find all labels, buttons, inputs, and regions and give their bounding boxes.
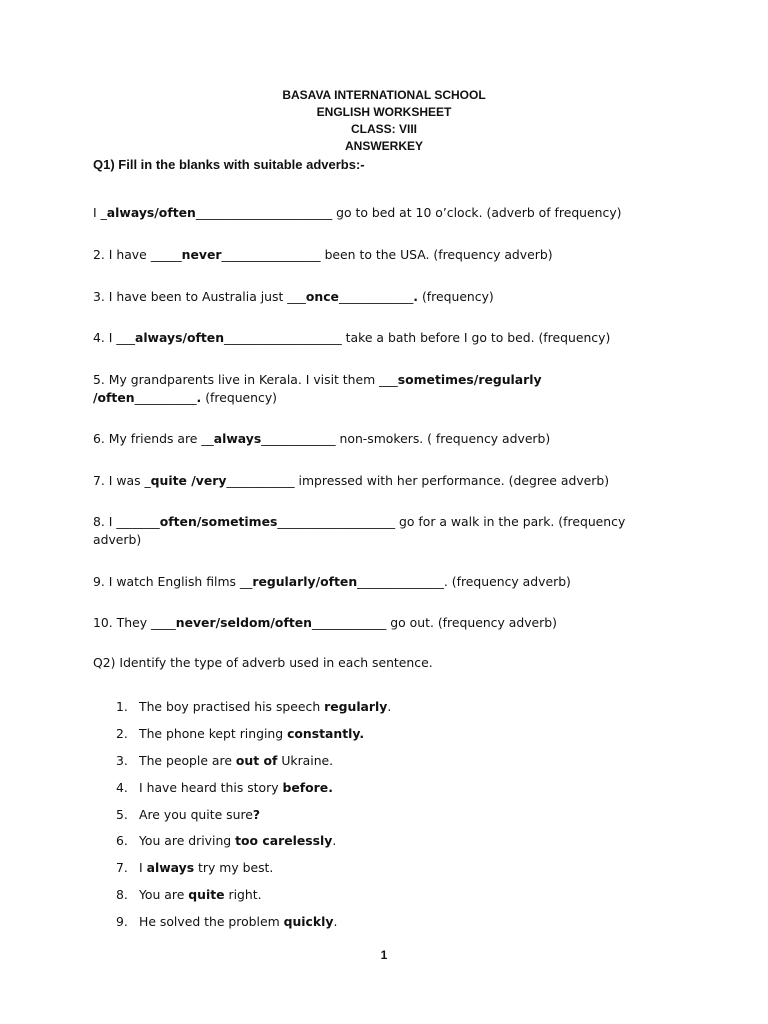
- q1-item-6: [93, 430, 550, 448]
- q1-item-5-line-2: [93, 389, 277, 407]
- sentence-text: I have heard this story: [139, 780, 283, 795]
- adverb-text: quickly: [283, 914, 334, 929]
- sentence-text: I: [139, 860, 147, 875]
- sentence-text: ___________ impressed with her performance. (degree adverb): [226, 473, 610, 488]
- answer-text: .: [413, 289, 419, 304]
- sentence-text: You are driving: [139, 833, 236, 848]
- q1-item-9: [93, 573, 571, 591]
- sentence-text: .: [387, 699, 392, 714]
- answer-text: never/seldom/often: [175, 615, 312, 630]
- sentence-text: try my best.: [194, 860, 274, 875]
- adverb-text: regularly: [324, 699, 388, 714]
- list-number: 8.: [116, 887, 128, 902]
- sentence-text: (frequency): [201, 390, 278, 405]
- sentence-text: The phone kept ringing: [139, 726, 288, 741]
- q2-title: Q2) Identify the type of adverb used in each sentence.: [93, 655, 433, 670]
- sentence-text: __________: [134, 390, 197, 405]
- q2-list-item: [116, 833, 336, 848]
- answer-text: /often: [93, 390, 135, 405]
- sentence-text: 9. I watch English films __: [93, 574, 253, 589]
- sentence-text: 10. They ____: [93, 615, 176, 630]
- sentence-text: You are: [139, 887, 189, 902]
- sentence-text: He solved the problem: [139, 914, 284, 929]
- list-number: 2.: [116, 726, 128, 741]
- list-number: 9.: [116, 914, 128, 929]
- q2-list-item: [116, 807, 260, 822]
- sentence-text: The boy practised his speech: [139, 699, 325, 714]
- q1-item-1: [93, 204, 622, 222]
- answer-text: sometimes/regularly: [397, 372, 542, 387]
- sentence-text: Ukraine.: [277, 753, 334, 768]
- answer-text: always/often: [134, 330, 225, 345]
- sentence-text: .: [332, 833, 337, 848]
- q1-item-8-line-1: [93, 513, 625, 531]
- q1-item-7: [93, 472, 609, 490]
- sentence-text: 3. I have been to Australia just ___: [93, 289, 306, 304]
- q1-item-4: [93, 329, 610, 347]
- q1-item-3: [93, 288, 494, 306]
- sentence-text: ____________ non-smokers. ( frequency adverb): [261, 431, 551, 446]
- answerkey-label: ANSWERKEY: [344, 139, 423, 153]
- adverb-text: ?: [252, 807, 261, 822]
- answer-text: often/sometimes: [159, 514, 278, 529]
- sentence-text: ____________ go out. (frequency adverb): [312, 615, 557, 630]
- list-number: 1.: [116, 699, 128, 714]
- answer-text: once: [305, 289, 339, 304]
- sentence-text: ___________________ take a bath before I go to bed. (frequency): [224, 330, 611, 345]
- sentence-text: I _: [93, 205, 107, 220]
- sentence-text: Are you quite sure: [139, 807, 253, 822]
- answer-text: .: [196, 390, 202, 405]
- sentence-text: The people are: [139, 753, 236, 768]
- q2-list-item: [116, 726, 364, 741]
- sentence-text: 5. My grandparents live in Kerala. I visit them ___: [93, 372, 398, 387]
- adverb-text: always: [146, 860, 195, 875]
- document-header: [0, 87, 768, 155]
- sentence-text: ______________________ go to bed at 10 o’clock. (adverb of frequency): [195, 205, 622, 220]
- list-number: 3.: [116, 753, 128, 768]
- school-name: BASAVA INTERNATIONAL SCHOOL: [282, 88, 486, 102]
- sentence-text: .: [333, 914, 338, 929]
- q2-list-item: [116, 753, 333, 768]
- q1-title: Q1) Fill in the blanks with suitable adverbs:-: [93, 157, 365, 172]
- adverb-text: too carelessly: [235, 833, 333, 848]
- sentence-text: ________________ been to the USA. (frequency adverb): [221, 247, 553, 262]
- sentence-text: ___________________ go for a walk in the park. (frequency: [277, 514, 626, 529]
- list-number: 4.: [116, 780, 128, 795]
- sentence-text: 7. I was _: [93, 473, 151, 488]
- page-number: 1: [380, 948, 388, 962]
- worksheet-title: ENGLISH WORKSHEET: [316, 105, 452, 119]
- q2-list-item: [116, 699, 391, 714]
- answer-text: always: [213, 431, 262, 446]
- q2-list-item: [116, 914, 337, 929]
- answer-text: always/often: [106, 205, 196, 220]
- adverb-text: before.: [282, 780, 333, 795]
- sentence-text: adverb): [93, 532, 142, 547]
- sentence-text: 6. My friends are __: [93, 431, 214, 446]
- answer-text: regularly/often: [252, 574, 358, 589]
- list-number: 5.: [116, 807, 128, 822]
- q1-item-2: [93, 246, 553, 264]
- sentence-text: ______________. (frequency adverb): [357, 574, 571, 589]
- q1-item-8-line-2: [93, 531, 141, 549]
- q1-item-10: [93, 614, 557, 632]
- sentence-text: 8. I _______: [93, 514, 160, 529]
- sentence-text: ____________: [338, 289, 414, 304]
- answer-text: quite /very: [150, 473, 227, 488]
- adverb-text: quite: [188, 887, 225, 902]
- sentence-text: (frequency): [418, 289, 494, 304]
- sentence-text: right.: [224, 887, 262, 902]
- sentence-text: 2. I have _____: [93, 247, 182, 262]
- q2-list-item: [116, 780, 333, 795]
- q2-list-item: [116, 860, 273, 875]
- sentence-text: 4. I ___: [93, 330, 135, 345]
- answer-text: never: [181, 247, 222, 262]
- list-number: 6.: [116, 833, 128, 848]
- adverb-text: out of: [235, 753, 278, 768]
- q1-item-5-line-1: [93, 371, 542, 389]
- class-label: CLASS: VIII: [350, 122, 417, 136]
- list-number: 7.: [116, 860, 128, 875]
- q2-list-item: [116, 887, 262, 902]
- adverb-text: constantly.: [287, 726, 365, 741]
